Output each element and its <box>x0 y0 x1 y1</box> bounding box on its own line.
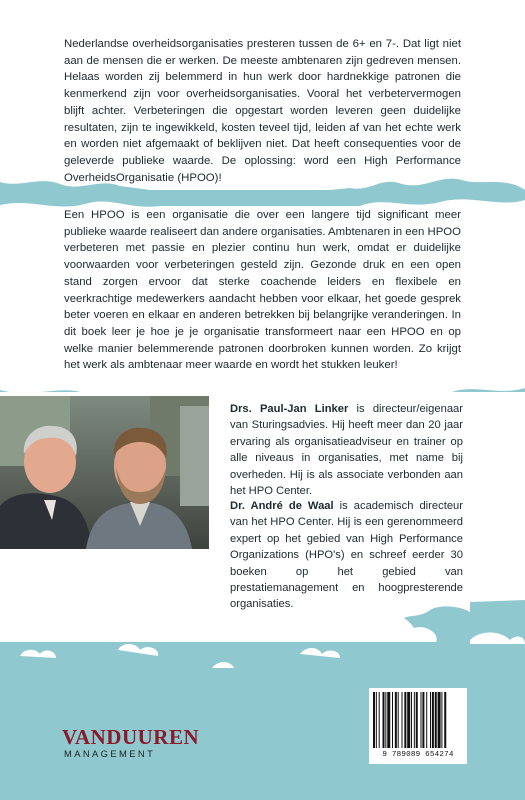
publisher-name: VANDUUREN <box>62 725 200 749</box>
isbn-barcode <box>369 688 467 764</box>
author-bio-linker <box>230 401 463 499</box>
author-bio-text-linker: is directeur/eigenaar van Sturingsadvies. Hij heeft meer dan 20 jaar ervaring als organisatieadviseur en trainer op alle niveaus in organisaties, met name bij overheden. Hij is als associate verbonden aan het HPO Center. <box>230 403 463 498</box>
author-bio-de-waal <box>230 498 463 613</box>
publisher-subline: MANAGEMENT <box>64 748 156 759</box>
barcode-bars <box>369 688 467 750</box>
isbn-number: 9 789089 654274 <box>382 751 454 759</box>
hpoo-paragraph: Een HPOO is een organisatie die over een langere tijd significant meer publieke waarde realiseert dan andere organisaties. Ambtenaren in een HPOO verbeteren met passie en plezier continu hun werk, omdat er duidelijke voorwaarden voor verbeteringen gesteld zijn. Gezonde druk en een open stand zorgen ervoor dat sterke coachende leiders en flexibele en veerkrachtige medewerkers aandacht hebben voor elkaar, het goede gesprek beter voeren en elkaar en anderen betrekken bij belangrijke veranderingen. In dit boek leer je hoe je je organisatie transformeert naar een HPOO en op welke manier belemmerende patronen doorbroken kunnen worden. Zo krijgt het werk als ambtenaar meer waarde en wordt het stukken leuker! <box>64 209 462 372</box>
author-name-de-waal: Dr. André de Waal <box>230 500 334 512</box>
intro-paragraph: Nederlandse overheidsorganisaties presteren tussen de 6+ en 7-. Dat ligt niet aan de mensen die er werken. De meeste ambtenaren zijn gedreven mensen. Helaas worden zij belemmerd in hun werk door hardnekkige patronen die kenmerkend zijn voor overheidsorganisaties. Vooral het verbetervermogen blijft achter. Verbeteringen die opgestart worden leveren geen duidelijke resultaten, zijn te ingewikkeld, kosten teveel tijd, leiden af van het echte werk en worden niet afgemaakt of beklijven niet. Dat heeft consequenties voor de geleverde publieke waarde. De oplossing: word een High Performance OverheidsOrganisatie (HPOO)! <box>64 38 461 184</box>
publisher-logo <box>62 725 200 759</box>
author-name-linker: Drs. Paul-Jan Linker <box>230 403 349 415</box>
author-bio-text-de-waal: is academisch directeur van het HPO Center. Hij is een gerenommeerd expert op het gebied van High Performance Organizations (HPO's) en schreef eerder 30 boeken op het gebied van prestatiemanagement en hoogpresterende organisaties. <box>230 500 463 611</box>
authors-photo <box>0 396 209 549</box>
